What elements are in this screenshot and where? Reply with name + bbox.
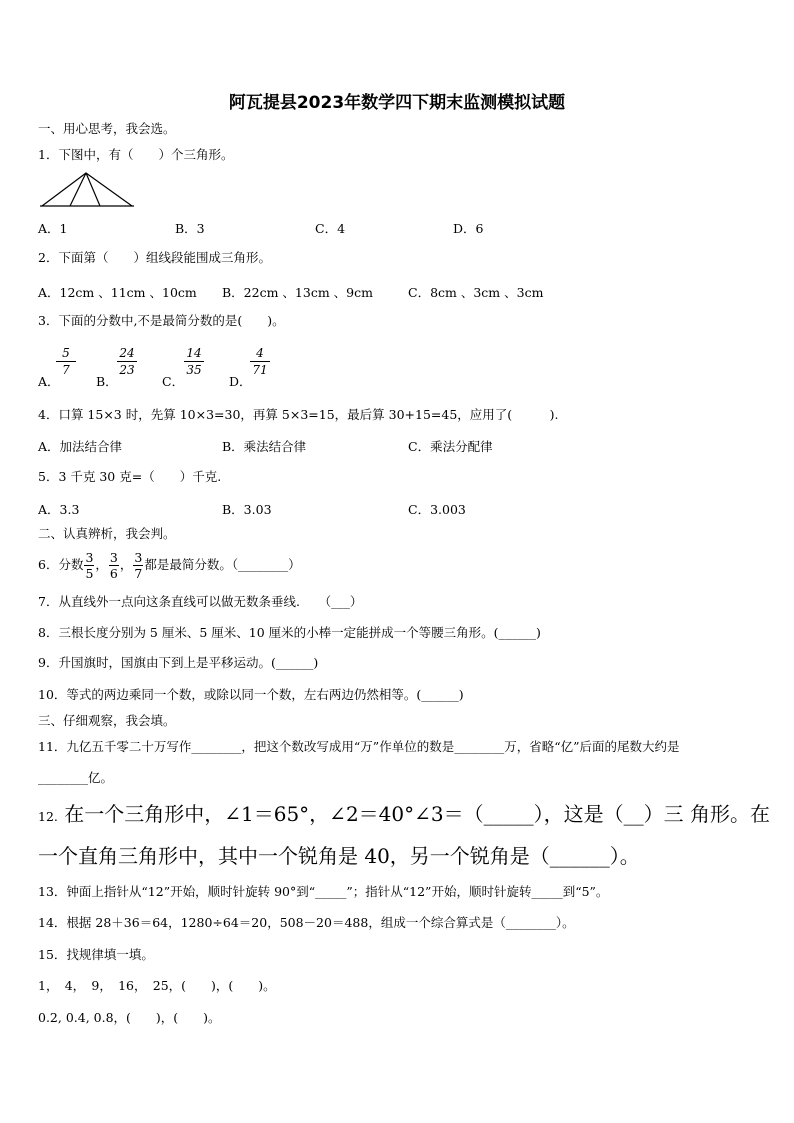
q3-label-b: B． <box>96 374 118 389</box>
q2-option-c: C．8cm 、3cm 、3cm <box>408 285 544 300</box>
question-12-line-2: 一个直角三角形中，其中一个锐角是 40，另一个锐角是（______）。 <box>38 844 640 868</box>
question-15: 15．找规律填一填。 <box>38 947 154 962</box>
q12-text-1: 在一个三角形中，∠1＝65°，∠2＝40°∠3＝（_____），这是（__）三 角形。在 <box>64 802 770 826</box>
q5-option-a: A．3.3 <box>38 502 80 517</box>
q5-option-b: B．3.03 <box>222 502 272 517</box>
question-5: 5．3 千克 30 克=（ ）千克. <box>38 469 222 484</box>
question-7: 7．从直线外一点向这条直线可以做无数条垂线. （___） <box>38 594 363 609</box>
q6-fraction-1: $\frac{3}{5}$ <box>85 550 94 581</box>
q4-option-b: B．乘法结合律 <box>222 439 307 454</box>
section-heading-3: 三、仔细观察，我会填。 <box>38 713 176 728</box>
q2-option-b: B．22cm 、13cm 、9cm <box>222 285 373 300</box>
q1-option-d: D．6 <box>453 221 484 236</box>
q1-option-a: A．1 <box>38 221 68 236</box>
q6-separator: ， <box>95 557 108 572</box>
q3-label-d: D． <box>229 374 252 389</box>
question-11-line-2: ________亿。 <box>38 770 114 785</box>
question-9: 9．升国旗时，国旗由下到上是平移运动。(______) <box>38 655 319 670</box>
question-4: 4．口算 15×3 时，先算 10×3=30，再算 5×3=15，最后算 30+15=45，应用了( ). <box>38 407 559 422</box>
q3-fraction-c: $\frac{14}{35}$ <box>184 346 204 377</box>
q3-fraction-b: $\frac{24}{23}$ <box>117 346 137 377</box>
q6-separator: ， <box>119 557 133 572</box>
question-10: 10．等式的两边乘同一个数，或除以同一个数，左右两边仍然相等。(______) <box>38 687 464 702</box>
q6-suffix: 都是最简分数。（________） <box>144 557 301 572</box>
question-11-line-1: 11．九亿五千零二十万写作________，把这个数改写成用“万”作单位的数是________万，省略“亿”后面的尾数大约是 <box>38 739 680 754</box>
q6-prefix: 6．分数 <box>38 557 84 572</box>
q6-fraction-3: $\frac{3}{7}$ <box>134 550 143 581</box>
q3-label-a: A． <box>38 374 60 389</box>
q4-option-a: A．加法结合律 <box>38 439 123 454</box>
page-title: 阿瓦提县2023年数学四下期末监测模拟试题 <box>228 93 566 113</box>
question-1: 1．下图中，有（ ）个三角形。 <box>38 147 234 162</box>
section-heading-1: 一、用心思考，我会选。 <box>38 121 176 136</box>
q15-sequence-2: 0.2, 0.4, 0.8，( )，( )。 <box>38 1010 221 1025</box>
q2-option-a: A．12cm 、11cm 、10cm <box>38 285 197 300</box>
question-6 <box>38 548 301 582</box>
question-12-line-1 <box>38 802 770 829</box>
q15-sequence-1: 1， 4， 9， 16， 25，( )，( )。 <box>38 978 276 993</box>
section-heading-2: 二、认真辨析，我会判。 <box>38 526 176 541</box>
question-3: 3．下面的分数中,不是最简分数的是( )。 <box>38 313 285 328</box>
q1-option-c: C．4 <box>315 221 346 236</box>
q6-fraction-2: $\frac{3}{6}$ <box>109 550 118 581</box>
q12-number: 12. <box>38 809 58 824</box>
q3-label-c: C． <box>162 374 185 389</box>
q3-fraction-d: $\frac{4}{71}$ <box>250 346 270 377</box>
question-8: 8．三根长度分别为 5 厘米、5 厘米、10 厘米的小棒一定能拼成一个等腰三角形。(______) <box>38 625 541 640</box>
q3-fraction-a: $\frac{5}{7}$ <box>56 346 76 377</box>
question-13: 13．钟面上指针从“12”开始，顺时针旋转 90°到“_____”；指针从“12”开始，顺时针旋转_____到“5”。 <box>38 884 609 899</box>
q5-option-c: C．3.003 <box>408 502 466 517</box>
q1-option-b: B．3 <box>175 221 205 236</box>
question-14: 14．根据 28＋36＝64，1280÷64＝20，508－20＝488，组成一个综合算式是（________）。 <box>38 915 575 930</box>
q4-option-c: C．乘法分配律 <box>408 439 493 454</box>
question-2: 2．下面第（ ）组线段能围成三角形。 <box>38 250 271 265</box>
triangle-figure <box>40 170 134 208</box>
